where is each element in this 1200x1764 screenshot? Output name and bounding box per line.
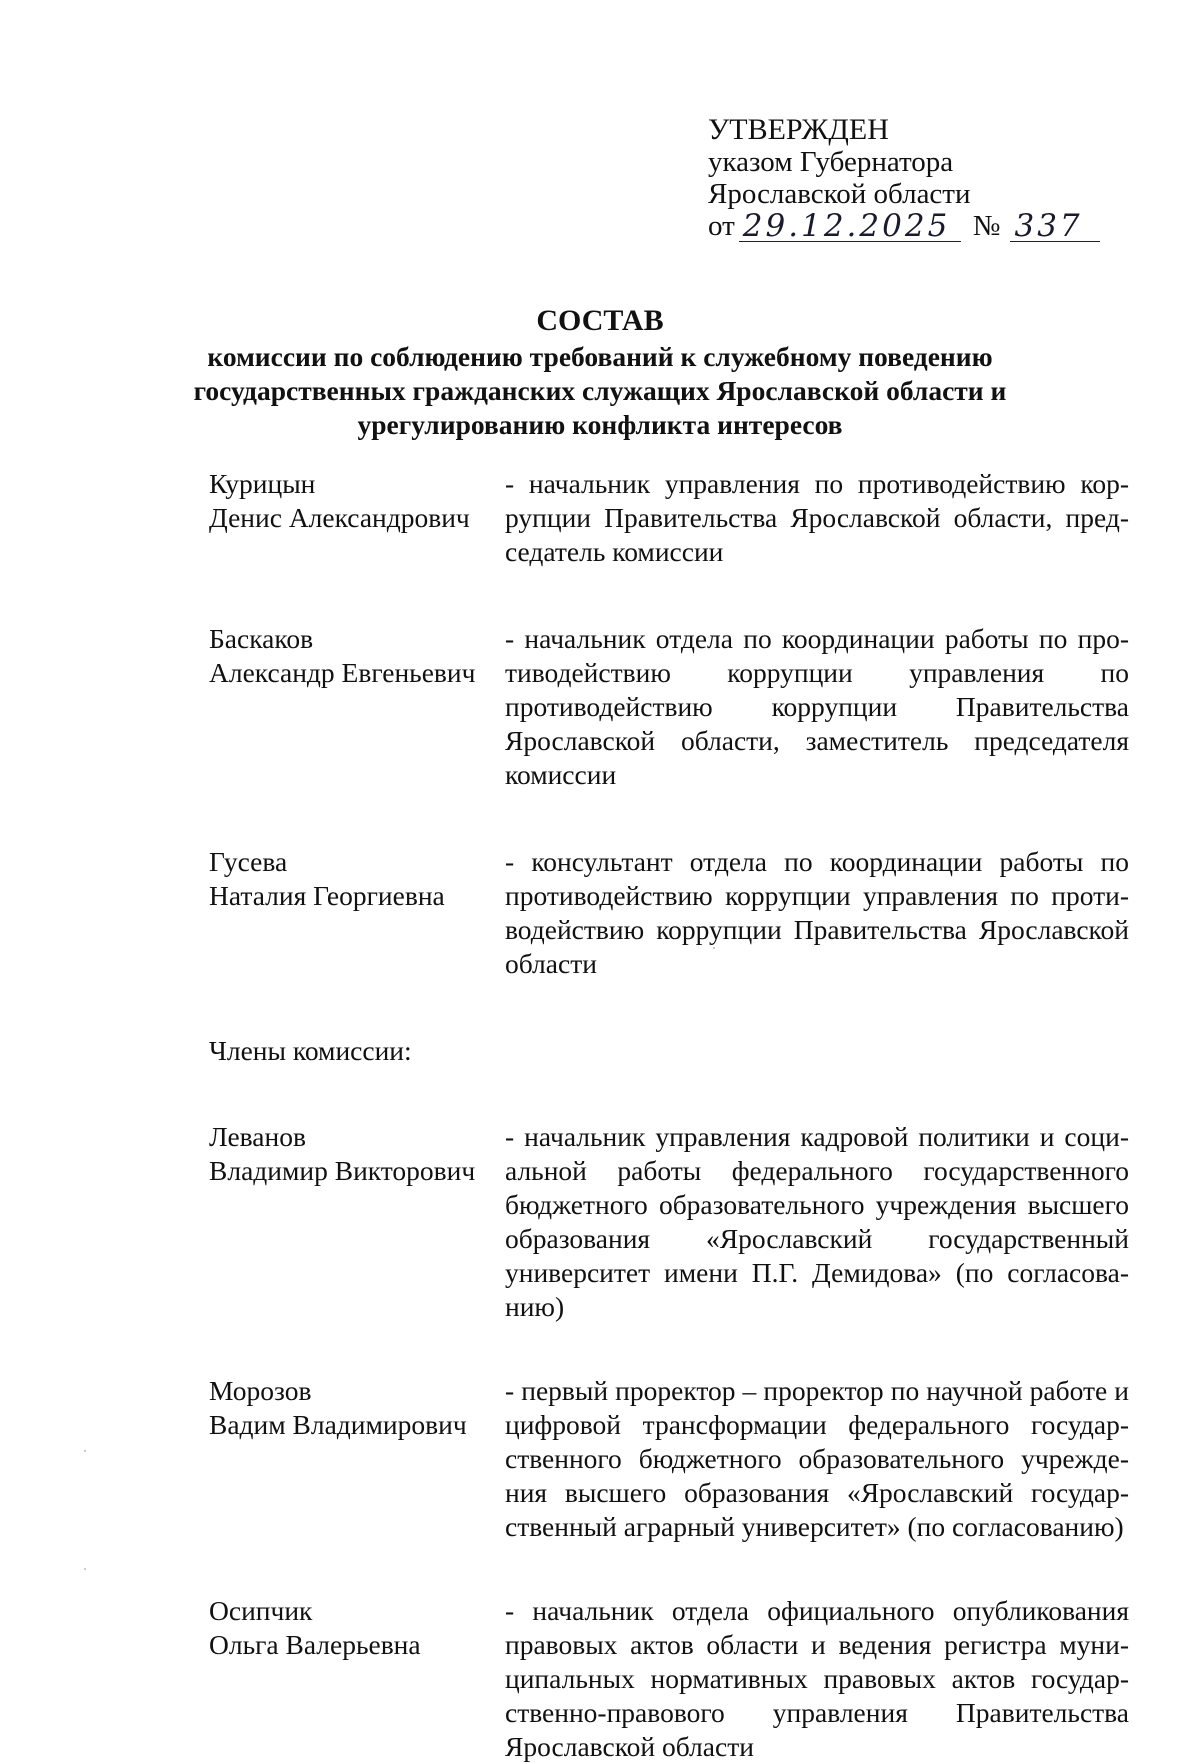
member-name — [209, 622, 505, 792]
member-surname: Леванов — [209, 1121, 306, 1152]
document-title: СОСТАВ — [536, 304, 664, 337]
member-given-names: Вадим Владимирович — [209, 1409, 467, 1440]
member-surname: Осипчик — [209, 1595, 313, 1626]
member-entry — [209, 1594, 1129, 1764]
member-given-names: Ольга Валерьевна — [209, 1629, 421, 1660]
member-position: - консультант отдела по координации работы по противодействию коррупции управления по противодействию коррупции Правительства Ярославской области — [505, 846, 1129, 979]
member-name — [209, 1120, 505, 1324]
document-subtitle-line: государственных гражданских служащих Ярославской области и — [193, 375, 1007, 406]
member-entry — [209, 467, 1129, 569]
member-entry — [209, 1120, 1129, 1324]
member-given-names: Денис Александрович — [209, 502, 470, 533]
document-subtitle-line: комиссии по соблюдению требований к служебному поведению — [207, 341, 993, 372]
scan-speck — [84, 1450, 86, 1452]
date-prefix: от — [708, 210, 735, 242]
member-name — [209, 845, 505, 981]
handwritten-number: 337 — [1010, 211, 1100, 242]
member-position: - начальник отдела официального опубликования правовых актов области и ведения регистра муниципальных нормативных правовых актов государственно-правового управления Правительства Ярославской области — [505, 1595, 1129, 1762]
member-name — [209, 467, 505, 569]
member-entry — [209, 1374, 1129, 1544]
approval-stamp — [708, 114, 1100, 242]
member-name — [209, 1594, 505, 1764]
member-name — [209, 1374, 505, 1544]
approval-status: УТВЕРЖДЕН — [708, 113, 889, 146]
member-surname: Курицын — [209, 468, 316, 499]
member-surname: Баскаков — [209, 623, 314, 654]
document-heading — [0, 302, 1200, 442]
member-entry — [209, 845, 1129, 981]
member-position: - первый проректор – проректор по научной работе и цифровой трансформации федерального государственного бюджетного образовательного учреждения высшего образования «Ярославский государственный аграрный университет» (по согласованию) — [505, 1375, 1129, 1542]
commission-composition — [209, 467, 1129, 1764]
member-given-names: Владимир Викторович — [209, 1155, 476, 1186]
member-surname: Морозов — [209, 1375, 312, 1406]
member-given-names: Александр Евгеньевич — [209, 657, 476, 688]
member-position: - начальник управления по противодействию коррупции Правительства Ярославской области, председатель комиссии — [505, 468, 1129, 567]
scan-speck — [84, 1568, 86, 1570]
approval-date-line — [708, 210, 1100, 242]
members-section-label: Члены комиссии: — [209, 1035, 412, 1066]
handwritten-date: 29.12.2025 — [739, 211, 961, 242]
member-surname: Гусева — [209, 846, 288, 877]
approval-region: Ярославской области — [708, 178, 971, 210]
scan-speck — [713, 947, 715, 949]
member-given-names: Наталия Георгиевна — [209, 880, 445, 911]
member-position: - начальник отдела по координации работы по противодействию коррупции управления по противодействию коррупции Правительства Ярославской области, заместитель председателя комиссии — [505, 623, 1129, 790]
approval-issuer: указом Губернатора — [708, 146, 954, 178]
member-position: - начальник управления кадровой политики и социальной работы федерального государственного бюджетного образовательного учреждения высшего образования «Ярославский государственный университет имени П.Г. Демидова» (по согласованию) — [505, 1121, 1129, 1322]
member-entry — [209, 622, 1129, 792]
document-subtitle-line: урегулированию конфликта интересов — [357, 409, 843, 440]
number-prefix: № — [972, 210, 1001, 242]
